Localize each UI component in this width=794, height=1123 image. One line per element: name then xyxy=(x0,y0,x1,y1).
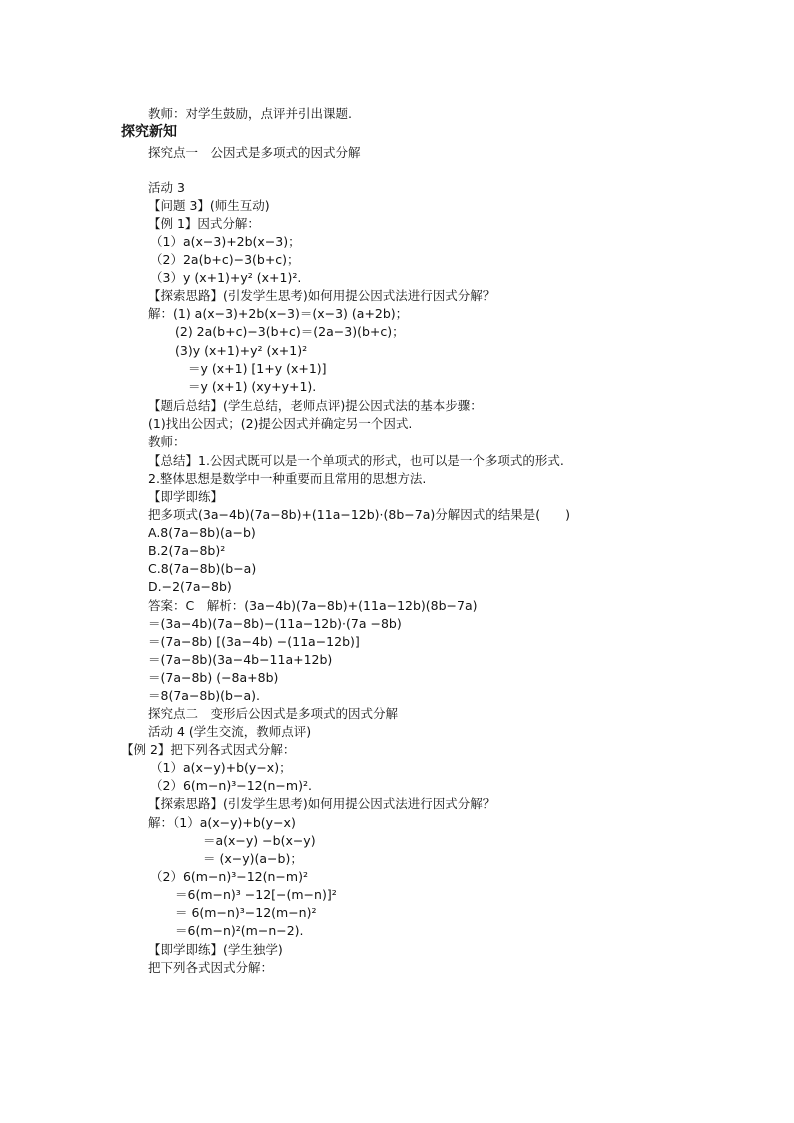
post-summary: 【题后总结】(学生总结，老师点评)提公因式法的基本步骤： xyxy=(148,398,483,413)
example-1: 【例 1】因式分解： xyxy=(148,216,260,231)
analysis-step-3: ＝(7a−8b)(3a−4b−11a+12b) xyxy=(148,652,333,667)
solution-1-line-5: ＝y (x+1) (xy+y+1). xyxy=(188,379,317,394)
teacher-intro: 教师：对学生鼓励，点评并引出课题. xyxy=(148,106,352,121)
practice-heading-1: 【即学即练】 xyxy=(148,489,224,504)
solution-2-line-4: （2）6(m−n)³−12(n−m)² xyxy=(150,869,308,884)
solution-2-line-7: ＝6(m−n)²(m−n−2). xyxy=(175,923,304,938)
section-heading: 探究新知 xyxy=(121,124,177,140)
solution-2-line-5: ＝6(m−n)³ −12[−(m−n)]² xyxy=(175,887,337,902)
example-2-item-2: （2）6(m−n)³−12(n−m)². xyxy=(150,778,312,793)
solution-2-line-1: 解：（1）a(x−y)+b(y−x) xyxy=(148,815,296,830)
problem-3: 【问题 3】(师生互动) xyxy=(148,198,270,213)
analysis-step-4: ＝(7a−8b) (−8a+8b) xyxy=(148,670,279,685)
example-1-item-3: （3）y (x+1)+y² (x+1)². xyxy=(150,270,302,285)
solution-1-line-3: (3)y (x+1)+y² (x+1)² xyxy=(175,343,308,358)
analysis-step-2: ＝(7a−8b) [(3a−4b) −(11a−12b)] xyxy=(148,634,360,649)
inquiry-point-2: 探究点二 变形后公因式是多项式的因式分解 xyxy=(148,706,399,721)
post-summary-steps: (1)找出公因式；(2)提公因式并确定另一个因式. xyxy=(148,416,413,431)
explore-idea-2: 【探索思路】(引发学生思考)如何用提公因式法进行因式分解？ xyxy=(148,796,496,811)
example-2-item-1: （1）a(x−y)+b(y−x)； xyxy=(150,760,292,775)
explore-idea-1: 【探索思路】(引发学生思考)如何用提公因式法进行因式分解？ xyxy=(148,288,496,303)
analysis-step-1: ＝(3a−4b)(7a−8b)−(11a−12b)·(7a −8b) xyxy=(148,616,402,631)
answer-line: 答案：C 解析：(3a−4b)(7a−8b)+(11a−12b)(8b−7a) xyxy=(148,598,478,613)
inquiry-point-1: 探究点一 公因式是多项式的因式分解 xyxy=(148,145,361,160)
practice-heading-2: 【即学即练】(学生独学) xyxy=(148,942,283,957)
option-d: D.−2(7a−8b) xyxy=(148,579,232,594)
option-a: A.8(7a−8b)(a−b) xyxy=(148,525,256,540)
example-1-item-2: （2）2a(b+c)−3(b+c)； xyxy=(150,252,300,267)
solution-1-line-2: (2) 2a(b+c)−3(b+c)＝(2a−3)(b+c)； xyxy=(175,324,405,339)
activity-4: 活动 4 (学生交流，教师点评) xyxy=(148,724,312,739)
summary-1: 【总结】1.公因式既可以是一个单项式的形式，也可以是一个多项式的形式. xyxy=(148,453,564,468)
summary-2: 2.整体思想是数学中一种重要而且常用的思想方法. xyxy=(148,471,427,486)
activity-3: 活动 3 xyxy=(148,180,185,195)
solution-1-line-1: 解：(1) a(x−3)+2b(x−3)＝(x−3) (a+2b)； xyxy=(148,306,409,321)
practice-question: 把多项式(3a−4b)(7a−8b)+(11a−12b)·(8b−7a)分解因式的结果是( ) xyxy=(148,507,571,522)
practice-instruction: 把下列各式因式分解： xyxy=(148,960,274,975)
option-c: C.8(7a−8b)(b−a) xyxy=(148,561,257,576)
example-1-item-1: （1）a(x−3)+2b(x−3)； xyxy=(150,234,301,249)
option-b: B.2(7a−8b)² xyxy=(148,543,226,558)
solution-2-line-6: ＝ 6(m−n)³−12(m−n)² xyxy=(175,905,317,920)
example-2: 【例 2】把下列各式因式分解： xyxy=(121,742,296,757)
solution-1-line-4: ＝y (x+1) [1+y (x+1)] xyxy=(188,361,327,376)
teacher-label: 教师： xyxy=(148,434,186,449)
solution-2-line-3: ＝ (x−y)(a−b)； xyxy=(203,851,303,866)
solution-2-line-2: ＝a(x−y) −b(x−y) xyxy=(203,833,316,848)
analysis-step-5: ＝8(7a−8b)(b−a). xyxy=(148,688,260,703)
